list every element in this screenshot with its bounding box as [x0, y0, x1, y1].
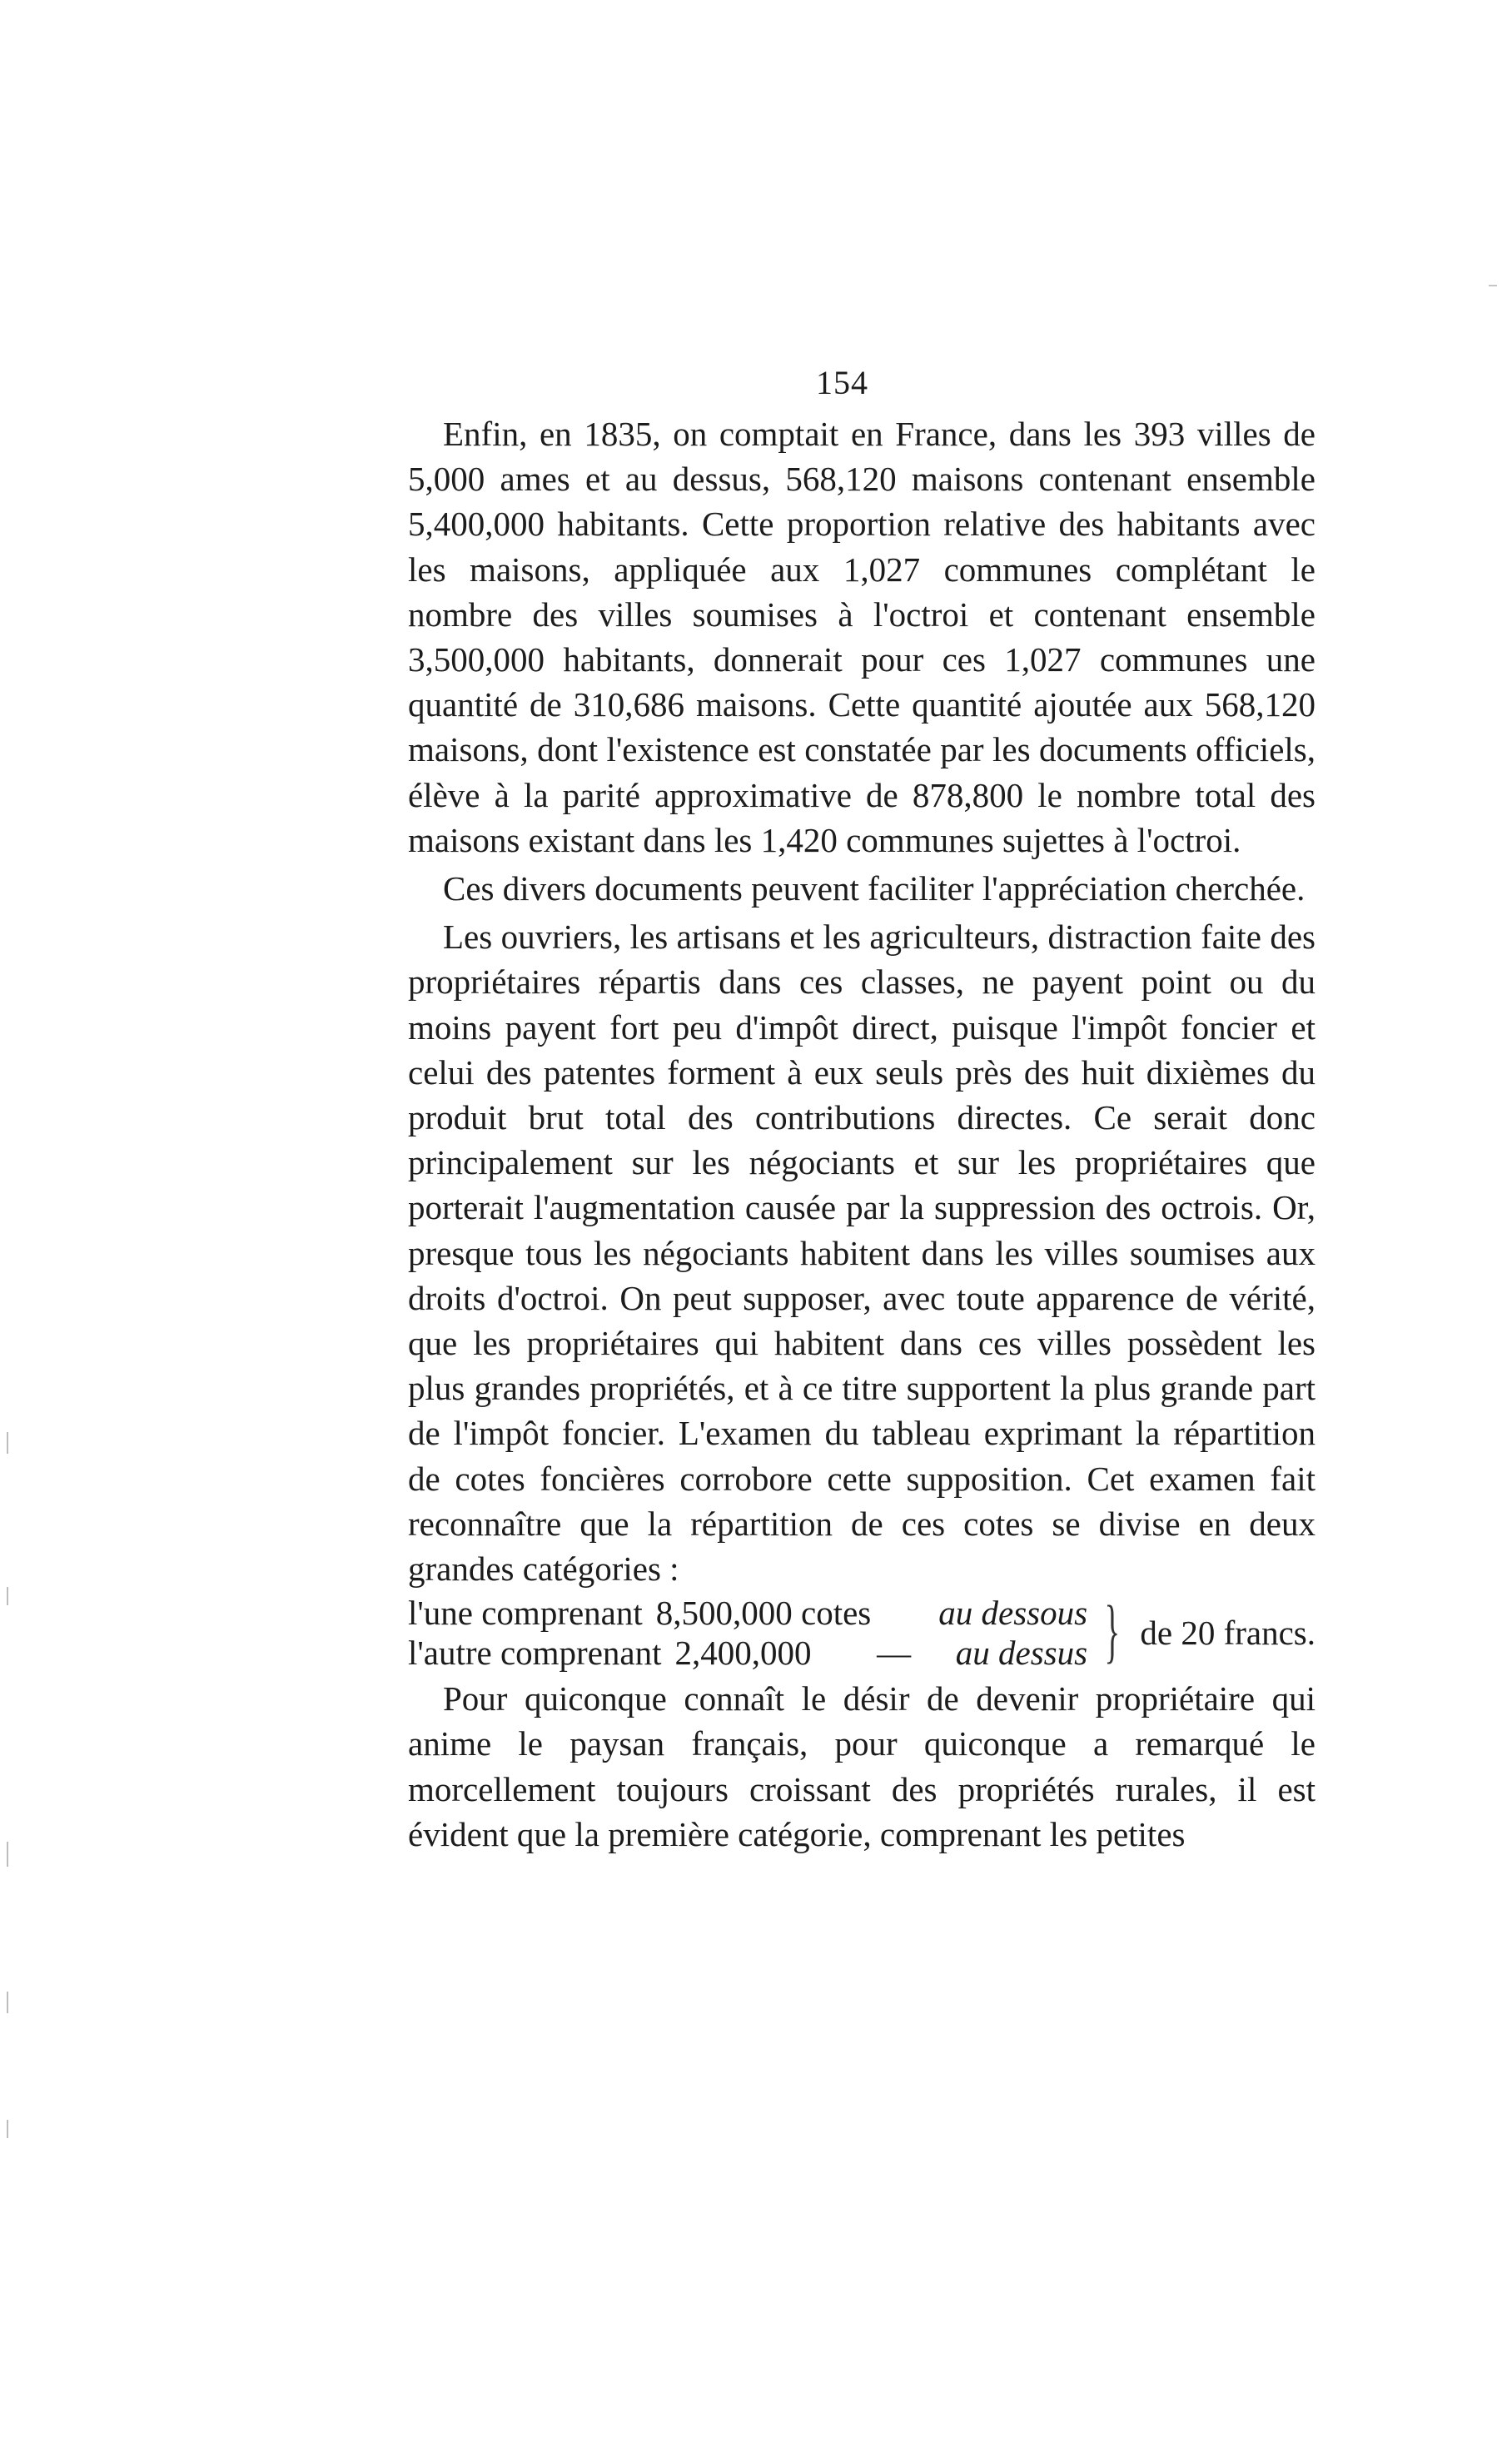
category-line-above: [408, 1633, 1087, 1673]
scan-corner-mark: [1489, 285, 1497, 286]
scan-mark: [7, 1842, 8, 1867]
category-lead: l'autre comprenant: [408, 1634, 662, 1673]
category-direction: au dessus: [955, 1634, 1088, 1673]
category-value: 2,400,000: [674, 1634, 812, 1673]
scan-margin-marks: [0, 0, 33, 2452]
category-threshold: de 20 francs.: [1140, 1614, 1316, 1653]
scan-mark: [7, 1587, 8, 1605]
scan-mark: [7, 1432, 8, 1454]
category-line-below: [408, 1593, 1087, 1633]
scan-mark: [7, 1992, 8, 2013]
scan-mark: [7, 2120, 8, 2138]
category-dash: —: [877, 1634, 912, 1673]
paragraph-peasant-property: Pour quiconque connaît le désir de devenir propriétaire qui anime le paysan français, pour quiconque a remarqué le morcellement toujours croissant des propriétés rurales, il est évident que la première catégorie, comprenant les petites: [408, 1679, 1316, 1853]
category-brace: }: [1104, 1590, 1121, 1671]
paragraph-tax-distribution: Les ouvriers, les artisans et les agriculteurs, distraction faite des propriétaires répartis dans ces classes, ne payent point ou du moins payent fort peu d'impôt direct, puisque l'impôt foncier et celui des patentes forment à eux seuls près des huit dixièmes du produit brut total des contributions directes. Ce serait donc principalement sur les négociants et sur les propriétaires que porterait l'augmentation causée par la suppression des octrois. Or, presque tous les négociants habitent dans les villes soumises aux droits d'octroi. On peut supposer, avec toute apparence de vérité, que les propriétaires qui habitent dans ces villes possèdent les plus grandes propriétés, et à ce titre supportent la plus grande part de l'impôt foncier. L'examen du tableau exprimant la répartition de cotes foncières corrobore cette supposition. Cet examen fait reconnaître que la répartition de ces cotes se divise en deux grandes catégories :: [408, 918, 1316, 1589]
body-text: [408, 411, 1316, 1857]
category-direction: au dessous: [938, 1594, 1088, 1633]
tax-categories: [408, 1590, 1316, 1673]
category-lead: l'une comprenant: [408, 1594, 643, 1633]
category-lines: [408, 1593, 1087, 1673]
category-value: 8,500,000 cotes: [655, 1594, 872, 1633]
paragraph-documents: Ces divers documents peuvent faciliter l'appréciation cherchée.: [443, 869, 1306, 908]
paragraph-housing-statistics: Enfin, en 1835, on comptait en France, dans les 393 villes de 5,000 ames et au dessus, 568,120 maisons contenant ensemble 5,400,000 habitants. Cette proportion relative des habitants avec les maisons, appliquée aux 1,027 communes complétant le nombre des villes soumises à l'octroi et contenant ensemble 3,500,000 habitants, donnerait pour ces 1,027 communes une quantité de 310,686 maisons. Cette quantité ajoutée aux 568,120 maisons, dont l'existence est constatée par les documents officiels, élève à la parité approximative de 878,800 le nombre total des maisons existant dans les 1,420 communes sujettes à l'octroi.: [408, 415, 1316, 859]
page-number: 154: [816, 364, 868, 401]
